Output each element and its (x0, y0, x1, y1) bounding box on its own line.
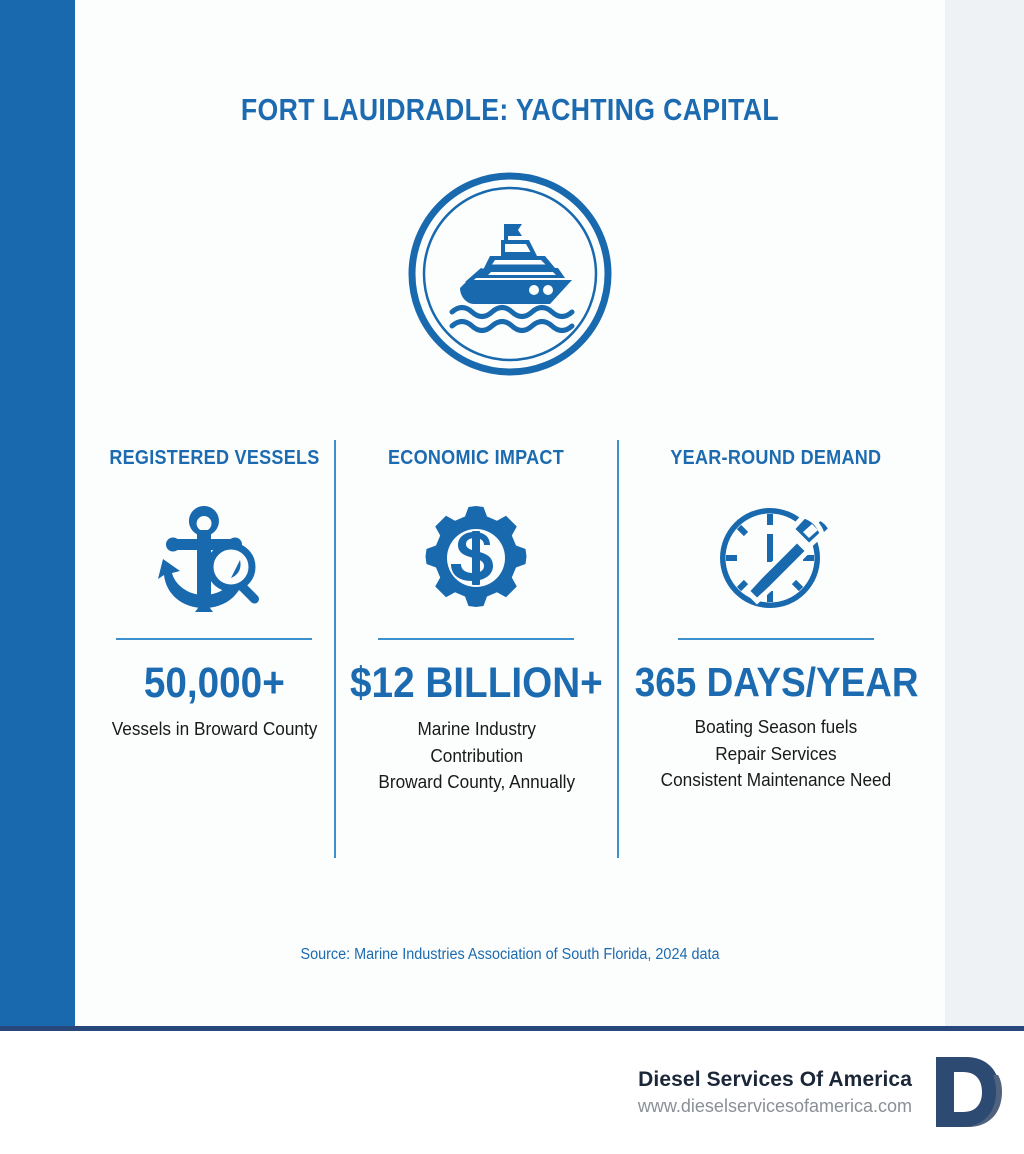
d-monogram-logo (932, 1055, 1002, 1129)
stat-value: $12 BILLION+ (349, 659, 603, 707)
stat-description (378, 716, 575, 796)
clock-wrench-icon (720, 504, 832, 612)
column-rule (378, 638, 574, 640)
stat-description-line: Broward County, Annually (377, 771, 575, 793)
gear-dollar-icon (422, 504, 530, 612)
source-note: Source: Marine Industries Association of South Florida, 2024 data (300, 946, 720, 963)
brand-text-block (638, 1068, 912, 1117)
stat-description-line: Contribution (429, 744, 523, 766)
stat-description-line: Consistent Maintenance Need (661, 769, 892, 791)
column-heading: YEAR-ROUND DEMAND (670, 446, 882, 469)
stat-value: 365 DAYS/YEAR (634, 659, 919, 705)
brand-url[interactable]: www.dieselservicesofamerica.com (637, 1095, 912, 1116)
stat-column-registered-vessels (95, 436, 334, 856)
column-heading: REGISTERED VESSELS (109, 446, 320, 469)
stat-column-year-round-demand (619, 436, 934, 856)
stat-description-line: Vessels in Broward County (111, 718, 318, 739)
stat-column-economic-impact (336, 436, 617, 856)
stat-description-line: Boating Season fuels (695, 716, 858, 737)
page-title: FORT LAUIDRADLE: YACHTING CAPITAL (240, 92, 780, 127)
stats-columns (95, 436, 925, 856)
yacht-icon (408, 172, 612, 376)
footer-branding (638, 1055, 1002, 1129)
stat-value: 50,000+ (143, 659, 285, 707)
stat-description (112, 716, 318, 743)
left-accent-bar (0, 0, 75, 1026)
right-accent-band (945, 0, 1024, 1026)
brand-name: Diesel Services Of America (638, 1067, 912, 1091)
stat-description-line: Marine Industry (417, 718, 536, 739)
column-rule (116, 638, 312, 640)
anchor-search-icon (158, 504, 270, 612)
column-heading: ECONOMIC IMPACT (388, 446, 565, 469)
stat-description (661, 714, 892, 794)
stat-description-line: Repair Services (715, 742, 838, 764)
column-rule (678, 638, 874, 640)
footer (0, 1031, 1024, 1154)
